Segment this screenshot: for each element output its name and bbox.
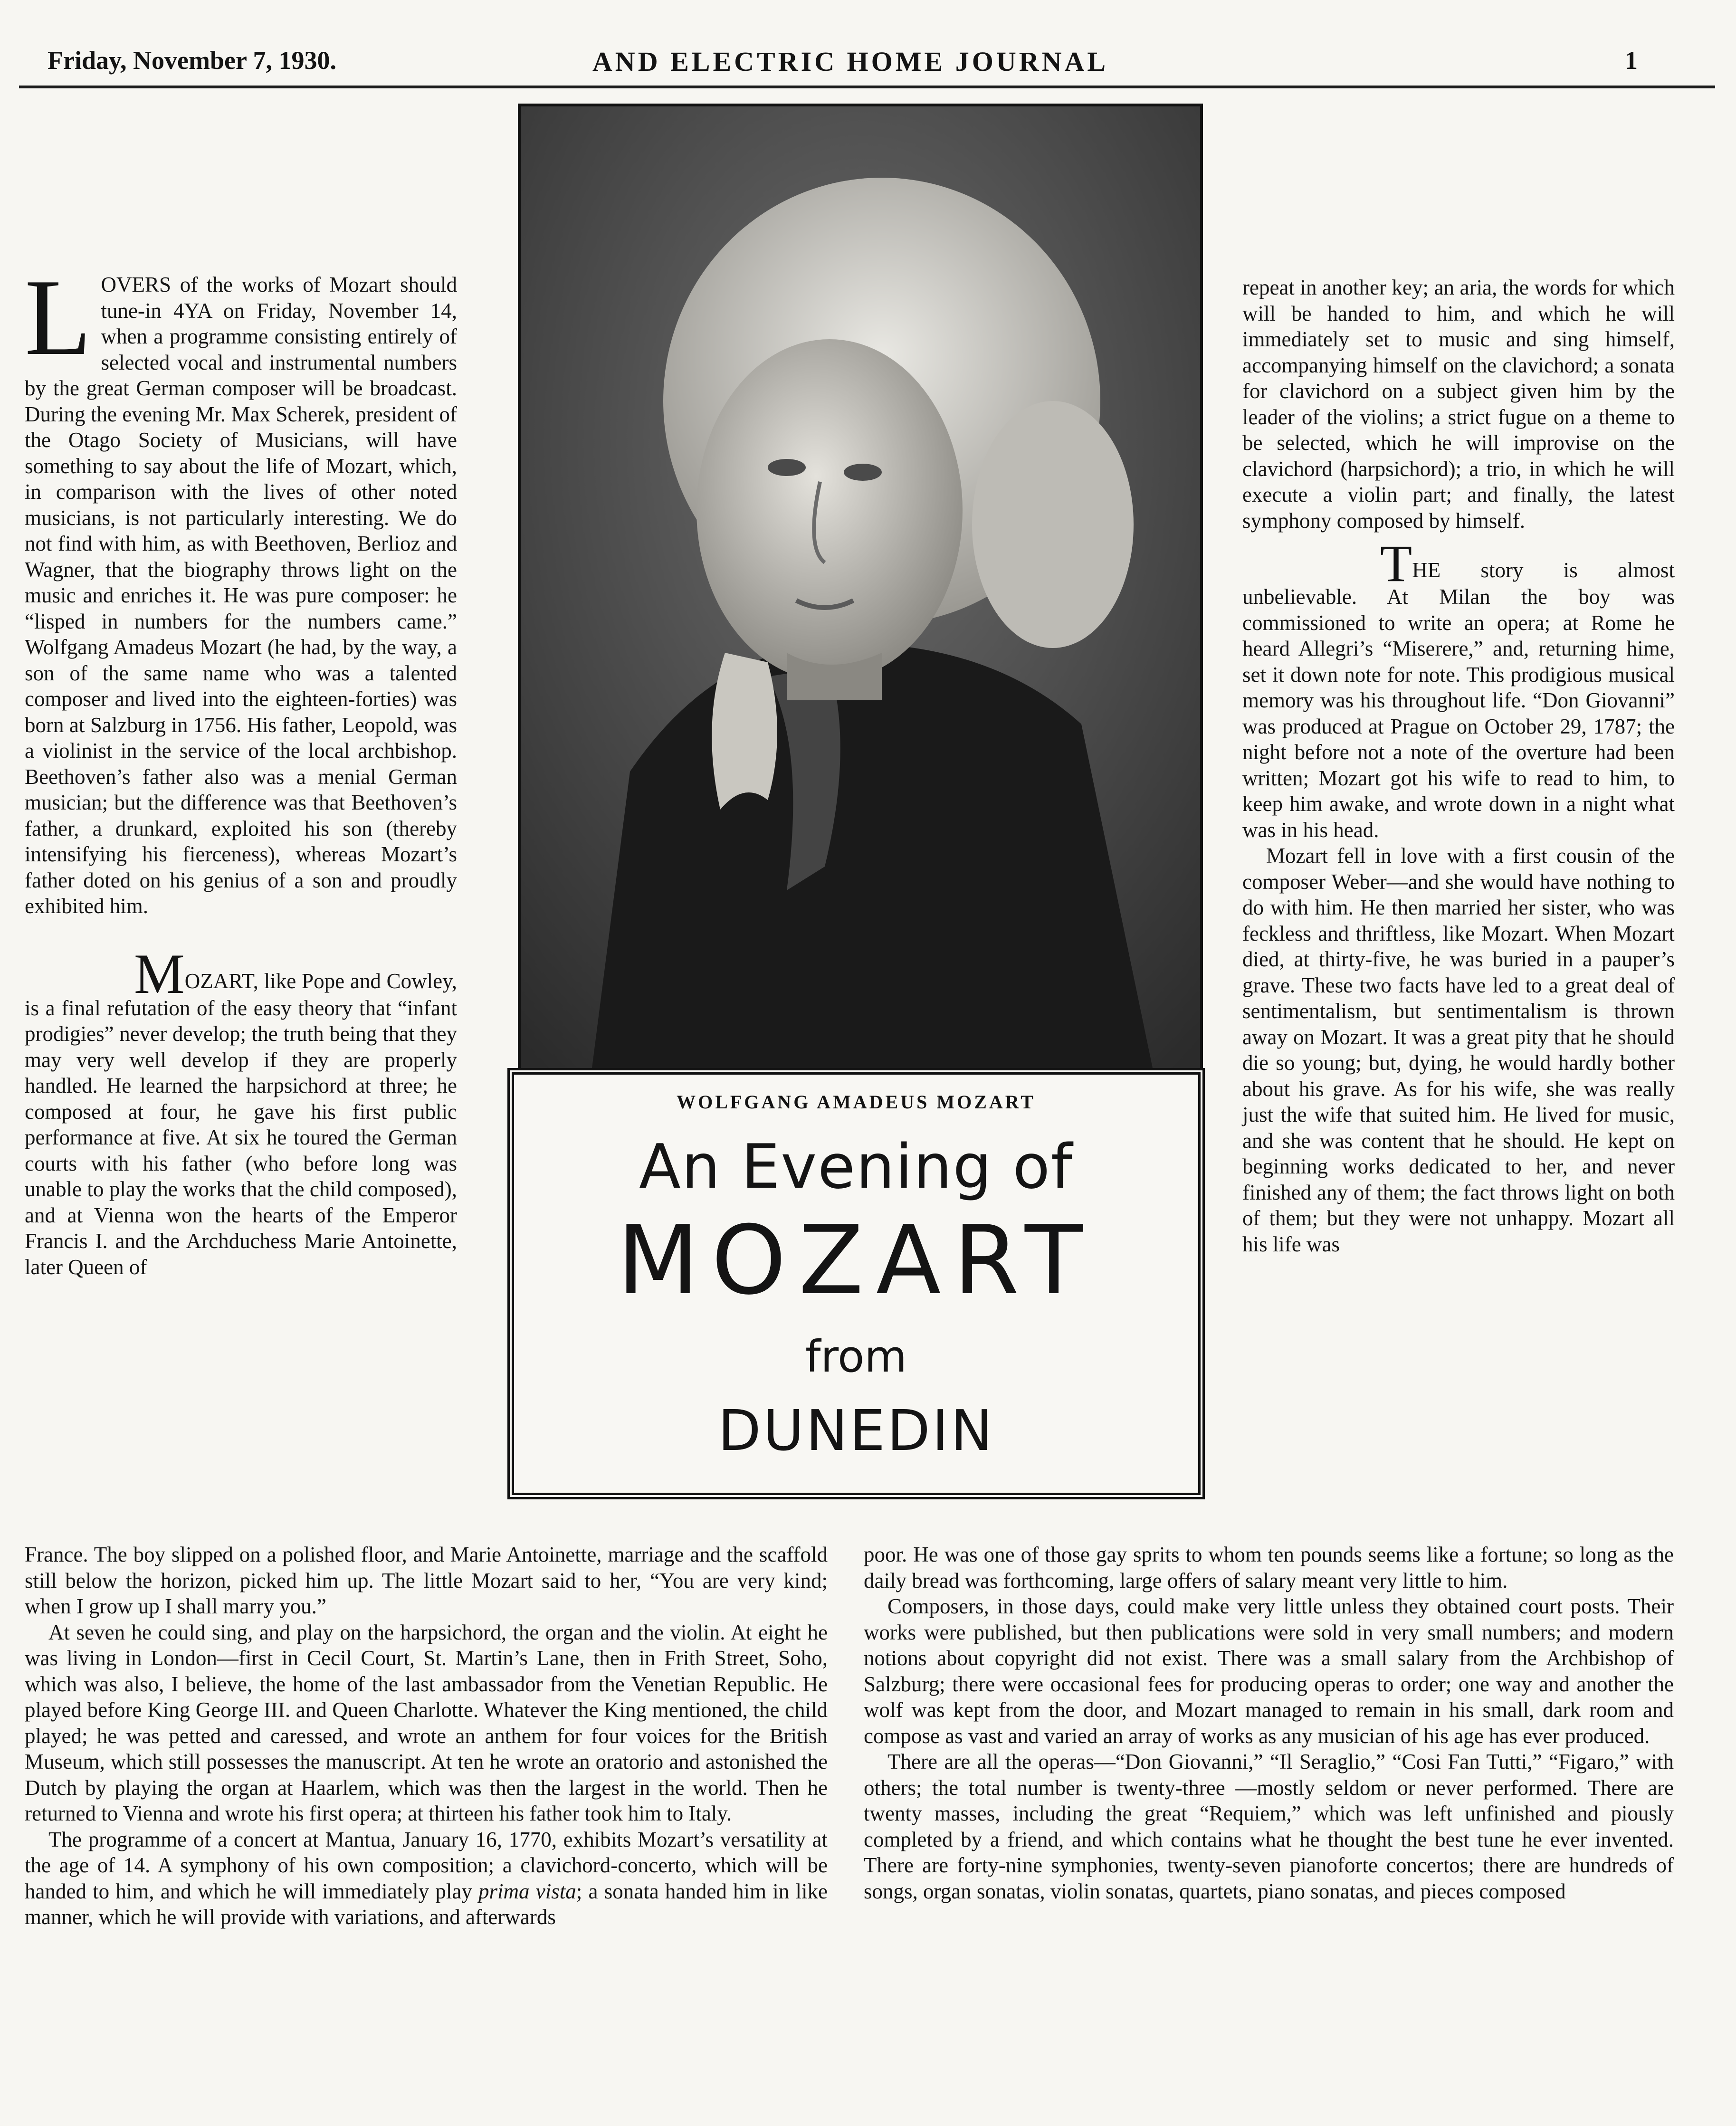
portrait-caption: WOLFGANG AMADEUS MOZART <box>677 1091 1036 1113</box>
header-rule <box>19 86 1715 88</box>
prodigy-paragraph <box>25 942 457 1280</box>
antoinette-paragraph: France. The boy slipped on a polished floor, and Marie Antoinette, marriage and the scaffold still below the horizon, picked him up. The little Mozart said to her, “You are very kind; when I grow up I shall marry you.” <box>25 1543 828 1618</box>
mantua-italic: prima vista <box>478 1879 576 1903</box>
drop-cap: L <box>25 257 92 378</box>
mantua-text-a: The programme of a concert at Mantua, January 16, 1770, exhibits Mozart’s versatility at the age of 14. A symphony of his own composition; a clavichord-concerto, which will be handed to him, and which he will immediately play <box>25 1827 828 1903</box>
title-mozart: MOZART <box>617 1205 1096 1316</box>
section-lead-the: HE <box>1412 558 1441 582</box>
page-number: 1 <box>1625 46 1638 75</box>
milan-paragraph <box>1242 534 1675 843</box>
bottom-right-column <box>864 1542 1674 1904</box>
prodigy-text: like Pope and Cowley, is a final refutation of the easy theory that “infant prodigies” never develop; the truth being that they may very well develop if they are properly handled. He learned the harpsichord at three; he composed at four, he gave his first public performance at five. At six he toured the German courts with his father (who before long was unable to play the works that the child composed), and at Vienna won the hearts of the Emperor Francis I. and the Archduchess Marie Antoinette, later Queen of <box>25 969 457 1279</box>
right-column <box>1242 275 1675 1257</box>
childhood-paragraph: At seven he could sing, and play on the harpsichord, the organ and the violin. At eight he was living in London—first in Cecil Court, St. Martin’s Lane, then in Frith Street, Soho, which was also, I believe, the home of the last ambassador from the Venetian Republic. He played before King George III. and Queen Charlotte. Whatever the King mentioned, the child played; he was petted and caressed, and wrote an anthem for four voices for the British Museum, which still possesses the manuscript. At ten he wrote an oratorio and astonished the Dutch by playing the organ at Haarlem, which was then the largest in the world. Then he returned to Vienna and wrote his first opera; at thirteen his father took him to Italy. <box>25 1620 828 1825</box>
concert-continued-paragraph: repeat in another key; an aria, the words for which will be handed to him, and which he will immediately set to music and sing himself, accompanying himself on the clavichord; a sonata for clavichord on a subject given him by the leader of the violins; a strict fugue on a theme to be selected, which he will improvise on the clavichord (harpsichord); a trio, in which he will execute a violin part; and finally, the latest symphony composed by himself. <box>1242 276 1675 533</box>
title-line-1: An Evening of <box>639 1132 1073 1202</box>
feature-title-box <box>507 1068 1205 1499</box>
left-column <box>25 257 457 1280</box>
intro-paragraph <box>25 257 457 919</box>
works-paragraph: There are all the operas—“Don Giovanni,” “Il Seraglio,” “Cosi Fan Tutti,” “Figaro,” with others; the total number is twenty-three —mostly seldom or never performed. There are twenty masses, including the great “Requiem,” which was left unfinished and piously completed by a friend, and which contains what he thought the best tune he ever invented. There are forty-nine symphonies, twenty-seven pianoforte concertos; there are hundreds of songs, organ sonatas, violin sonatas, quartets, piano sonatas, and pieces composed <box>864 1750 1674 1903</box>
journal-name: AND ELECTRIC HOME JOURNAL <box>592 46 1109 77</box>
milan-text: story is almost unbelievable. At Milan the boy was commissioned to write an opera; at Rome he heard Allegri’s “Miserere,” and, returning hime, set it down note for note. This prodigious musical memory was his throughout life. “Don Giovanni” was produced at Prague on October 29, 1787; the night before not a note of the overture had been written; Mozart got his wife to read to him, to keep him awake, and wrote down in a night what was in his head. <box>1242 558 1675 842</box>
mantua-paragraph <box>25 1827 828 1930</box>
poverty-paragraph: poor. He was one of those gay sprits to whom ten pounds seems like a fortune; so long as the daily bread was forthcoming, large offers of salary meant very little to him. <box>864 1543 1674 1592</box>
title-dunedin: DUNEDIN <box>718 1398 994 1463</box>
portrait-image <box>521 106 1200 1068</box>
mantua-text-b: ; a sonata handed him in like manner, which he will provide with variations, and afterwards <box>25 1879 828 1929</box>
mozart-portrait <box>518 104 1203 1071</box>
title-from: from <box>805 1331 907 1382</box>
section-lead: OZART, <box>184 969 258 993</box>
marriage-paragraph: Mozart fell in love with a first cousin of the composer Weber—and she would have nothing to do with him. He then married her sister, who was feckless and thriftless, like Mozart. When Mozart died, at thirty-five, he was buried in a pauper’s grave. These two facts have led to a great deal of sentimentalism, but sentimentalism is thrown away on Mozart. It was a great pity that he should die so young; but, dying, he would hardly bother about his grave. As for his wife, she was really just the wife that suited him. He lived for music, and she was content that he should. He kept on beginning works dedicated to her, and never finished any of them; the fact throws light on both of them; but they were not unhappy. Mozart all his life was <box>1242 844 1675 1256</box>
section-initial: M <box>134 942 185 1005</box>
issue-date: Friday, November 7, 1930. <box>48 46 336 75</box>
intro-text: OVERS of the works of Mozart should tune-in 4YA on Friday, November 14, when a programme consisting entirely of selected vocal and instrumental numbers by the great German composer will be broadcast. During the evening Mr. Max Scherek, president of the Otago Society of Musicians, will have something to say about the life of Mozart, which, in comparison with the lives of other noted musicians, is not particularly interesting. We do not find with him, as with Beethoven, Berlioz and Wagner, that the biography throws light on the music and enriches it. He was pure composer: he “lisped in numbers for the numbers came.” Wolfgang Amadeus Mozart (he had, by the way, a son of the same name who was a talented composer and lived into the eighteen-forties) was born at Salzburg in 1756. His father, Leopold, was a violinist in the service of the local archbishop. Beethoven’s father also was a menial German musician; but the difference was that Beethoven’s father, a drunkard, exploited his son (thereby intensifying his fierceness), whereas Mozart’s father doted on his genius of a son and proudly exhibited him. <box>25 273 457 918</box>
bottom-left-column <box>25 1542 828 1930</box>
section-initial-t: T <box>1380 534 1412 592</box>
composers-paragraph: Composers, in those days, could make very little unless they obtained court posts. Their works were published, but then publications were sold in very small numbers; and modern notions about copyright did not exist. There was a small salary from the Archbishop of Salzburg; there were occasional fees for producing operas to order; one way and another the wolf was kept from the door, and Mozart managed to remain in his small, dark room and compose as vast and varied an array of works as any musician of his age has ever produced. <box>864 1594 1674 1748</box>
